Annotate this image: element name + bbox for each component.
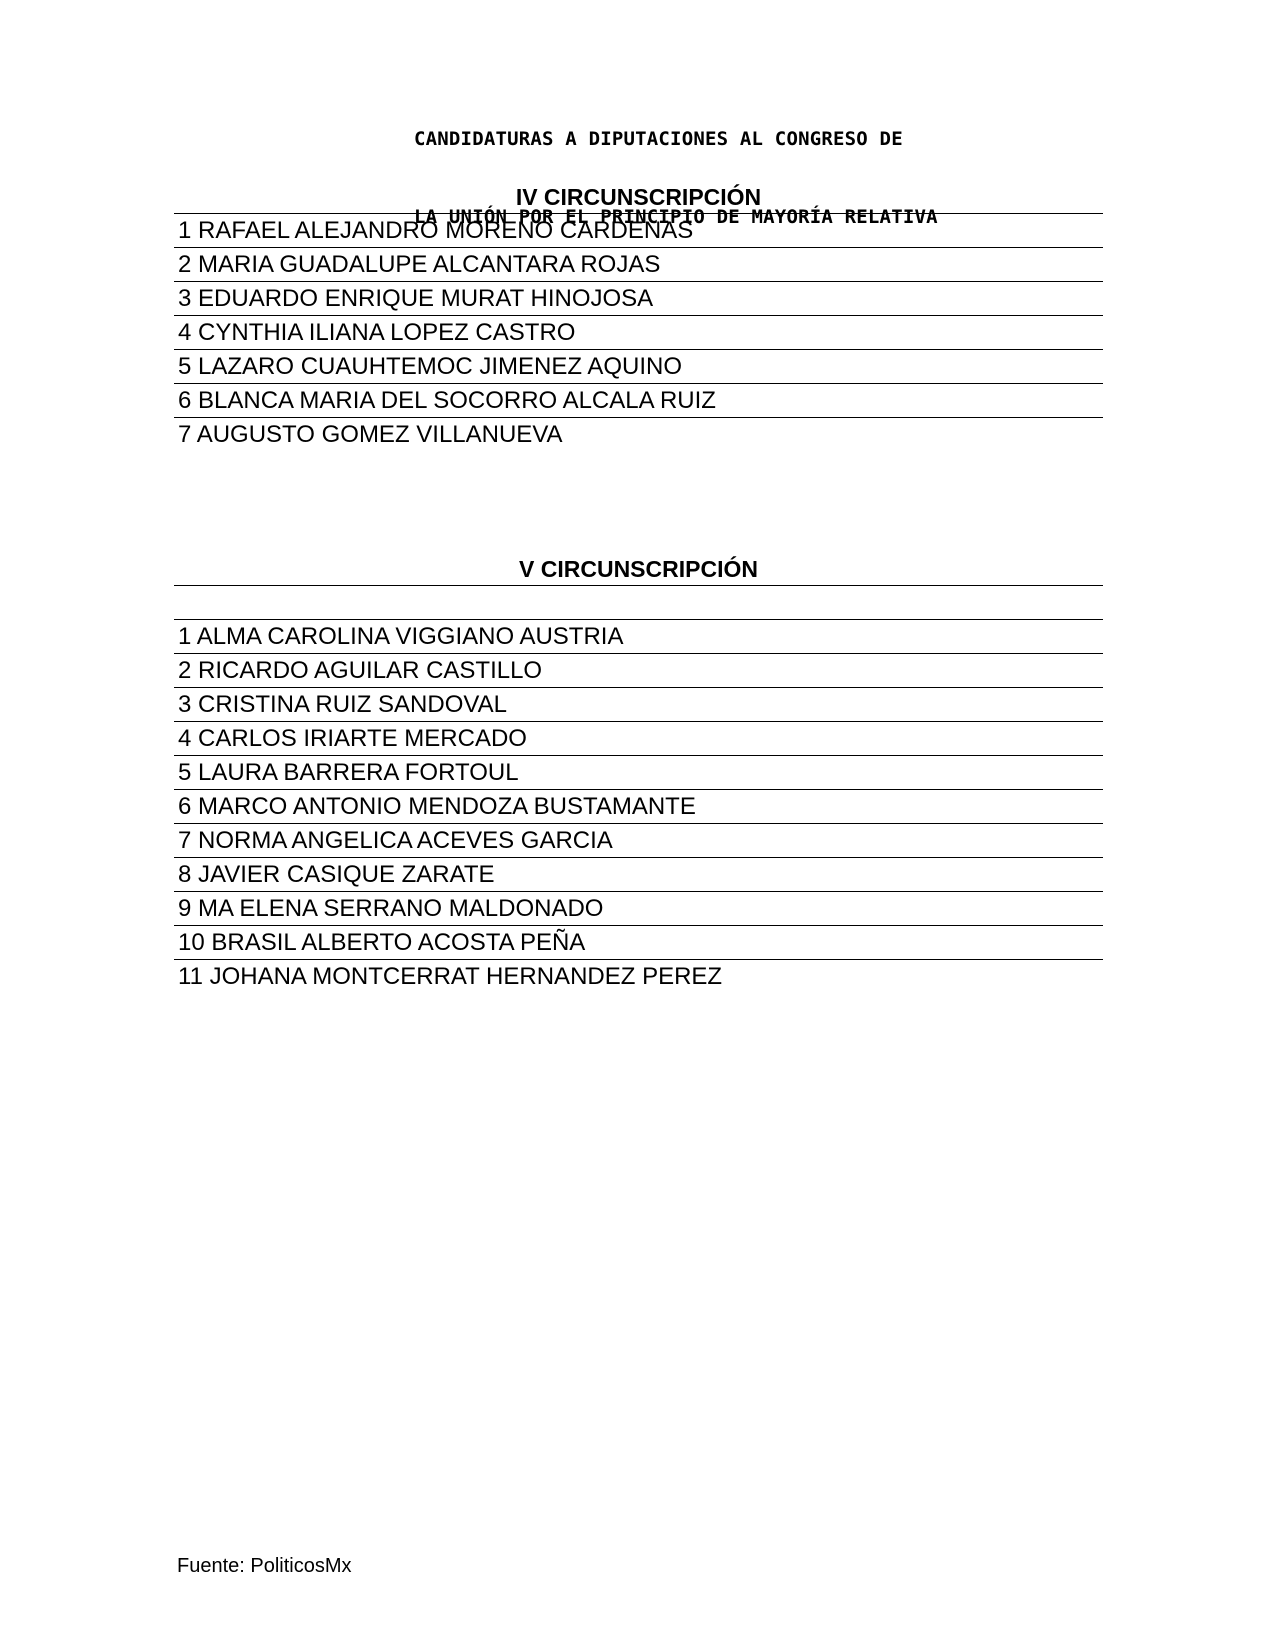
candidate-row: 2 MARIA GUADALUPE ALCANTARA ROJAS [174, 248, 1103, 282]
candidate-row: 5 LAURA BARRERA FORTOUL [174, 756, 1103, 790]
candidate-row: 4 CARLOS IRIARTE MERCADO [174, 722, 1103, 756]
candidate-row: 7 AUGUSTO GOMEZ VILLANUEVA [178, 421, 563, 448]
header-line-2: LA UNIÓN POR EL PRINCIPIO DE MAYORÍA RELATIVA [414, 206, 938, 228]
section-v-circunscripcion [174, 546, 1103, 994]
section-title: IV CIRCUNSCRIPCIÓN [174, 174, 1103, 214]
candidate-row: 6 BLANCA MARIA DEL SOCORRO ALCALA RUIZ [174, 384, 1103, 418]
section-title: V CIRCUNSCRIPCIÓN [174, 546, 1103, 586]
source-footer: Fuente: PoliticosMx [177, 1555, 352, 1577]
candidate-row: 1 ALMA CAROLINA VIGGIANO AUSTRIA [174, 620, 1103, 654]
candidate-row: 2 RICARDO AGUILAR CASTILLO [174, 654, 1103, 688]
candidate-row: 10 BRASIL ALBERTO ACOSTA PEÑA [174, 926, 1103, 960]
candidate-row: 8 JAVIER CASIQUE ZARATE [174, 858, 1103, 892]
blank-row [174, 586, 1103, 620]
header-line-1: CANDIDATURAS A DIPUTACIONES AL CONGRESO DE [414, 128, 903, 150]
candidate-row: 3 CRISTINA RUIZ SANDOVAL [174, 688, 1103, 722]
candidate-row: 9 MA ELENA SERRANO MALDONADO [174, 892, 1103, 926]
section-iv-circunscripcion [174, 174, 1103, 452]
candidate-row: 6 MARCO ANTONIO MENDOZA BUSTAMANTE [174, 790, 1103, 824]
candidate-row: 4 CYNTHIA ILIANA LOPEZ CASTRO [174, 316, 1103, 350]
candidate-row: 1 RAFAEL ALEJANDRO MORENO CARDENAS [174, 214, 1103, 248]
candidate-row: 3 EDUARDO ENRIQUE MURAT HINOJOSA [174, 282, 1103, 316]
candidate-row: 11 JOHANA MONTCERRAT HERNANDEZ PEREZ [178, 963, 723, 990]
candidate-row: 5 LAZARO CUAUHTEMOC JIMENEZ AQUINO [174, 350, 1103, 384]
candidate-row: 7 NORMA ANGELICA ACEVES GARCIA [174, 824, 1103, 858]
